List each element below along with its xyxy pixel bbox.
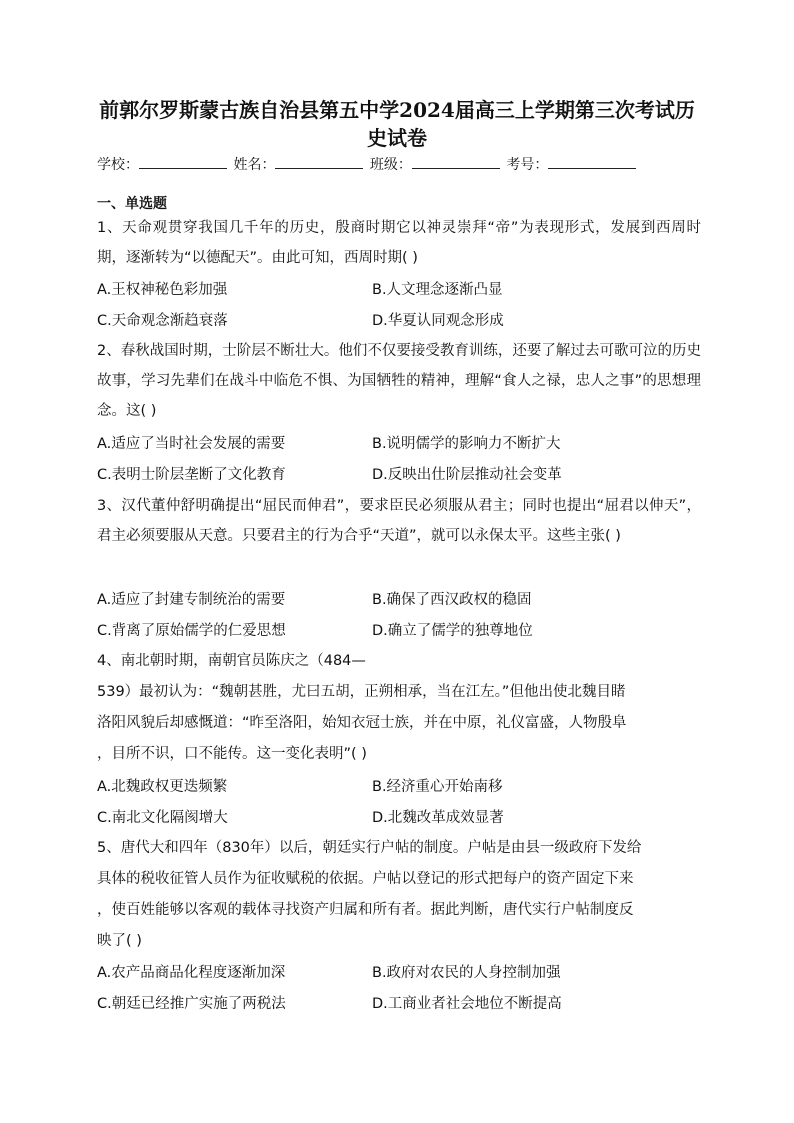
question-4-stem-line1: 4、南北朝时期，南朝官员陈庆之（484—	[97, 653, 366, 669]
school-label: 学校：	[97, 157, 139, 173]
question-2-option-d[interactable]: D.反映出仕阶层推动社会变革	[372, 467, 562, 483]
question-4-option-b[interactable]: B.经济重心开始南移	[372, 779, 503, 795]
question-5-option-d[interactable]: D.工商业者社会地位不断提高	[372, 996, 562, 1012]
question-2-option-a[interactable]: A.适应了当时社会发展的需要	[97, 436, 286, 452]
question-3-option-c[interactable]: C.背离了原始儒学的仁爱思想	[97, 623, 286, 639]
question-3-option-b[interactable]: B.确保了西汉政权的稳固	[372, 592, 532, 608]
question-5-stem-line1: 5、唐代大和四年（830年）以后，朝廷实行户帖的制度。户帖是由县一级政府下发给	[97, 840, 642, 856]
question-1-option-d[interactable]: D.华夏认同观念形成	[372, 313, 504, 329]
question-2-stem: 2、春秋战国时期，士阶层不断壮大。他们不仅要接受教育训练，还要了解过去可歌可泣的历史故事，学习先辈们在战斗中临危不惧、为国牺牲的精神，理解“食人之禄，忠人之事”的思想理念。这( )	[97, 343, 701, 419]
question-3-option-a[interactable]: A.适应了封建专制统治的需要	[97, 592, 286, 608]
question-3-option-d[interactable]: D.确立了儒学的独尊地位	[372, 623, 533, 639]
question-1-option-b[interactable]: B.人文理念逐渐凸显	[372, 282, 503, 298]
question-5-option-c[interactable]: C.朝廷已经推广实施了两税法	[97, 996, 286, 1012]
class-blank[interactable]	[412, 152, 500, 169]
question-2-option-b[interactable]: B.说明儒学的影响力不断扩大	[372, 436, 561, 452]
name-label: 姓名：	[233, 157, 276, 173]
question-4-stem-line2: 539）最初认为：“魏朝甚胜，尤曰五胡，正朔相承，当在江左。”但他出使北魏目睹	[97, 684, 626, 700]
question-4-stem-line3: 洛阳风貌后却感慨道：“昨至洛阳，始知衣冠士族，并在中原，礼仪富盛，人物殷阜	[97, 715, 627, 731]
number-label: 考号：	[506, 157, 549, 173]
exam-title-line1: 前郭尔罗斯蒙古族自治县第五中学2024届高三上学期第三次考试历	[99, 98, 695, 122]
question-4-option-c[interactable]: C.南北文化隔阂增大	[97, 810, 228, 826]
question-5-stem-line3: ，使百姓能够以客观的载体寻找资产归属和所有者。据此判断，唐代实行户帖制度反	[97, 902, 634, 918]
question-4-stem-line4: ，目所不识，口不能传。这一变化表明”( )	[97, 746, 367, 762]
question-4-option-d[interactable]: D.北魏改革成效显著	[372, 810, 504, 826]
student-info-row	[97, 152, 717, 176]
question-5-stem-line2: 具体的税收征管人员作为征收赋税的依据。户帖以登记的形式把每户的资产固定下来	[97, 871, 634, 887]
question-1-option-a[interactable]: A.王权神秘色彩加强	[97, 282, 228, 298]
question-5-stem-line4: 映了( )	[97, 933, 142, 949]
question-5-option-a[interactable]: A.农产品商品化程度逐渐加深	[97, 965, 286, 981]
section-title: 一、单选题	[97, 196, 167, 212]
exam-title-line2: 史试卷	[367, 126, 427, 150]
school-blank[interactable]	[139, 152, 227, 169]
number-blank[interactable]	[548, 152, 636, 169]
question-2-option-c[interactable]: C.表明士阶层垄断了文化教育	[97, 467, 286, 483]
question-5-option-b[interactable]: B.政府对农民的人身控制加强	[372, 965, 561, 981]
question-3-stem: 3、汉代董仲舒明确提出“屈民而伸君”，要求臣民必须服从君主；同时也提出“屈君以伸天”，君主必须要服从天意。只要君主的行为合乎“天道”，就可以永保太平。这些主张( )	[97, 498, 701, 544]
class-label: 班级：	[369, 157, 412, 173]
question-1-stem: 1、天命观贯穿我国几千年的历史，殷商时期它以神灵崇拜“帝”为表现形式，发展到西周时期，逐渐转为“以德配天”。由此可知，西周时期( )	[97, 220, 701, 266]
name-blank[interactable]	[275, 152, 363, 169]
question-1-option-c[interactable]: C.天命观念渐趋衰落	[97, 313, 228, 329]
question-4-option-a[interactable]: A.北魏政权更迭频繁	[97, 779, 228, 795]
